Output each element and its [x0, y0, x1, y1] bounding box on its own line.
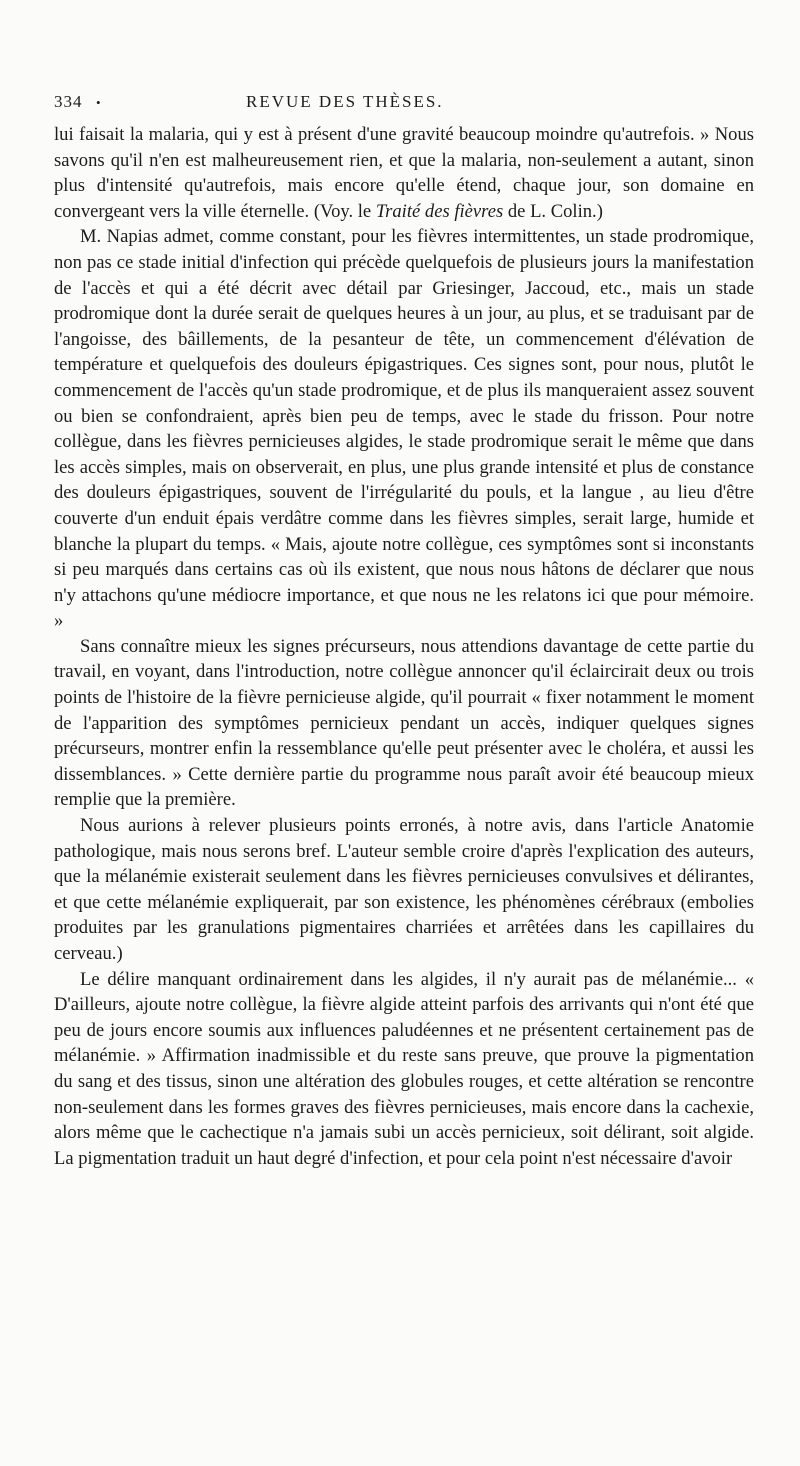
text-run: lui faisait la malaria, qui y est à présent d'une gravité beaucoup moindre qu'autrefois. » Nous savons qu'il n'en est malheureusement rien, et que la malaria, non-seulement a autant, sinon plus d'intensité qu'autrefois, mais encore qu'elle étend, chaque jour, son domaine en convergeant vers la ville éternelle. (Voy. le	[54, 124, 754, 222]
text-run: Sans connaître mieux les signes précurseurs, nous attendions davantage de cette partie du travail, en voyant, dans l'introduction, notre collègue annoncer qu'il éclaircirait deux ou trois points de l'histoire de la fièvre pernicieuse algide, qu'il pourrait « fixer notamment le moment de l'apparition des symptômes pernicieux pendant un accès, indiquer quelques signes précurseurs, montrer enfin la ressemblance qu'elle peut présenter avec le choléra, et aussi les dissemblances. » Cette dernière partie du programme nous paraît avoir été beaucoup mieux remplie que la première.	[54, 635, 754, 811]
book-page	[54, 92, 754, 1171]
paragraph	[54, 224, 754, 634]
body-text	[54, 122, 754, 1171]
page-number: 334	[54, 92, 83, 111]
page-header	[54, 92, 754, 122]
paragraph	[54, 634, 754, 813]
italic-text: Traité des fièvres	[375, 200, 504, 222]
paragraph	[54, 813, 754, 967]
paragraph	[54, 122, 754, 224]
text-run: Nous aurions à relever plusieurs points erronés, à notre avis, dans l'article Anatomie pathologique, mais nous serons bref. L'auteur semble croire d'après l'explication des auteurs, que la mélanémie existerait seulement dans les fièvres pernicieuses convulsives et délirantes, et que cette mélanémie expliquerait, par son existence, les phénomènes cérébraux (embolies produites par les granulations pigmentaires charriées et arrêtées dans les capillaires du cerveau.)	[54, 815, 754, 964]
header-mark: •	[96, 95, 102, 110]
text-run: M. Napias admet, comme constant, pour les fièvres intermittentes, un stade prodromique, non pas ce stade initial d'infection qui précède quelquefois de plusieurs jours la manifestation de l'accès et qui a été décrit avec détail par Griesinger, Jaccoud, etc., mais un stade prodromique dont la durée serait de quelques heures à un jour, au plus, et se traduisant par de l'angoisse, des bâillements, de la pesanteur de tête, un commencement d'élévation de température et quelquefois des douleurs épigastriques. Ces signes sont, pour nous, plutôt le commencement de l'accès qu'un stade prodromique, et de plus ils manqueraient assez souvent ou bien se confondraient, après bien peu de temps, avec le stade du frisson. Pour notre collègue, dans les fièvres pernicieuses algides, le stade prodromique serait le même que dans les accès simples, mais on observerait, en plus, une plus grande intensité et plus de constance des douleurs épigastriques, souvent de l'irrégularité du pouls, et la langue , au lieu d'être couverte d'un enduit épais verdâtre comme dans les fièvres simples, serait large, humide et blanche la plupart du temps. « Mais, ajoute notre collègue, ces symptômes sont si inconstants si peu marqués dans certains cas où ils existent, que nous nous hâtons de déclarer que nous n'y attachons qu'une médiocre importance, et que nous ne les relatons ici que pour mémoire. »	[54, 226, 754, 632]
paragraph	[54, 967, 754, 1172]
text-run: de L. Colin.)	[503, 200, 603, 222]
running-title: REVUE DES THÈSES.	[246, 92, 444, 111]
text-run: Le délire manquant ordinairement dans les algides, il n'y aurait pas de mélanémie... « D'ailleurs, ajoute notre collègue, la fièvre algide atteint parfois des arrivants qui n'ont été que peu de jours encore soumis aux influences paludéennes et ne présentent certainement pas de mélanémie. » Affirmation inadmissible et du reste sans preuve, que prouve la pigmentation du sang et des tissus, sinon une altération des globules rouges, et cette altération se rencontre non-seulement dans les formes graves des fièvres pernicieuses, mais encore dans la cachexie, alors même que le cachectique n'a jamais subi un accès pernicieux, soit délirant, soit algide. La pigmentation traduit un haut degré d'infection, et pour cela point n'est nécessaire d'avoir	[54, 968, 754, 1169]
